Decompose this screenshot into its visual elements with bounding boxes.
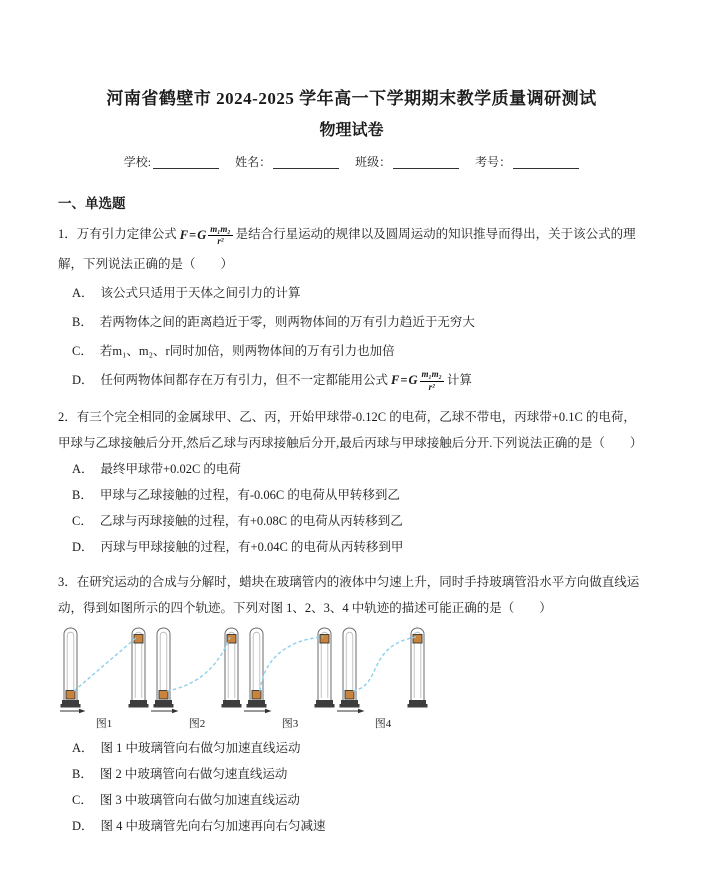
option-text: 乙球与丙球接触的过程，有+0.08C 的电荷从丙转移到乙 (99, 514, 403, 529)
option-text: 若m₁、m₂、r同时加倍，则两物体间的万有引力也加倍 (99, 343, 395, 358)
question-2-option-c (58, 508, 645, 534)
motion-arrow-head (172, 709, 179, 713)
formula-fraction (420, 370, 444, 392)
option-key: A． (72, 462, 94, 477)
formula-numerator: m₁m₂ (208, 225, 232, 236)
question-1-option-b (58, 308, 645, 337)
subfigure-3 (244, 628, 335, 730)
question-2-option-a (58, 456, 645, 482)
formula-lhs: F (179, 227, 189, 242)
formula-coefficient: G (408, 373, 418, 388)
question-3-option-a (58, 735, 645, 761)
motion-arrow-head (358, 709, 365, 713)
option-text: 任何两物体间都存在万有引力，但不一定都能用公式 (100, 372, 389, 387)
question-2-option-d (58, 534, 645, 560)
formula-denominator: r² (428, 381, 435, 392)
option-key: B． (72, 767, 93, 782)
wax-block (252, 691, 261, 700)
info-label-name: 姓名： (235, 155, 272, 169)
gravitation-formula (180, 221, 233, 250)
right-tube-base (223, 700, 240, 704)
option-key: A． (72, 741, 94, 756)
info-field-school (124, 154, 235, 170)
trajectory-curve-concave-up (167, 637, 230, 691)
formula-denominator: r² (217, 236, 224, 247)
wax-block (159, 691, 168, 700)
question-1-option-a (58, 279, 645, 308)
left-glass-tube (250, 628, 263, 700)
question-3-stem-text: 在研究运动的合成与分解时，蜡块在玻璃管内的液体中匀速上升，同时手持玻璃管沿水平方向做直线运动，得到如图所示的四个轨迹。下列对图 1、2、3、4 中轨迹的描述可能正确的是（ ） (58, 575, 640, 616)
left-tube-base (155, 700, 172, 704)
wax-block (413, 635, 422, 644)
option-text: 图 2 中玻璃管向右做匀速直线运动 (99, 767, 288, 782)
trajectory-curve-straight (74, 637, 137, 691)
wax-block (320, 635, 329, 644)
formula-coefficient: G (197, 227, 207, 242)
left-glass-tube (157, 628, 170, 700)
formula-numerator: m₁m₂ (420, 370, 444, 381)
trajectory-curve-concave-down (260, 637, 323, 691)
motion-arrow-head (79, 709, 86, 713)
question-1-number: 1． (58, 227, 77, 241)
wax-block (345, 691, 354, 700)
option-text: 丙球与甲球接触的过程，有+0.04C 的电荷从丙转移到甲 (100, 540, 404, 555)
left-tube-base (247, 704, 267, 708)
option-text: 计算 (446, 372, 472, 387)
question-3-option-c (58, 787, 645, 813)
info-label-class: 班级： (355, 155, 392, 169)
question-1-option-c (58, 337, 645, 366)
question-3 (58, 569, 645, 839)
option-text: 图 4 中玻璃管先向右匀加速再向右匀减速 (100, 819, 326, 834)
school-blank-line (153, 155, 219, 169)
motion-arrow-head (265, 709, 272, 713)
option-key: A． (72, 285, 94, 300)
trajectory-curve-s-shape (353, 637, 416, 691)
formula-equals: = (189, 227, 197, 242)
subfigure-1 (60, 628, 149, 730)
option-text: 甲球与乙球接触的过程，有-0.06C 的电荷从甲转移到乙 (99, 488, 400, 503)
paper-subtitle: 物理试卷 (319, 122, 384, 139)
info-field-name (235, 154, 355, 170)
left-tube-base (61, 704, 81, 708)
left-tube-base (341, 700, 358, 704)
question-1-option-d (58, 366, 645, 396)
question-1-stem (58, 220, 645, 279)
option-text: 图 1 中玻璃管向右做匀加速直线运动 (100, 741, 301, 756)
option-key: B． (72, 314, 93, 329)
formula-equals: = (400, 373, 408, 388)
option-key: D． (72, 819, 94, 834)
info-field-class (355, 154, 475, 170)
formula-lhs: F (391, 373, 400, 388)
question-1-stem-before: 万有引力定律公式 (76, 227, 177, 241)
class-blank-line (393, 155, 459, 169)
question-1-stem-after: 是结合行星运动的规律以及圆周运动的知识推导而得出，关于该公式的理解，下列说法正确的是（ ） (58, 227, 636, 271)
right-tube-base (315, 704, 335, 708)
left-tube-base (248, 700, 265, 704)
option-text: 该公式只适用于天体之间引力的计算 (100, 285, 301, 300)
figure-label: 图3 (281, 718, 299, 731)
section-title: 一、单选题 (58, 196, 126, 211)
question-2-stem (58, 404, 645, 456)
option-key: D． (72, 540, 94, 555)
option-key: C． (72, 343, 93, 358)
student-info-line (58, 154, 645, 170)
gravitation-formula (391, 366, 444, 395)
right-tube-base (129, 704, 149, 708)
right-tube-base (222, 704, 242, 708)
option-text: 最终甲球带+0.02C 的电荷 (100, 462, 241, 477)
figure-label: 图2 (188, 718, 206, 731)
left-tube-base (154, 704, 174, 708)
exam-number-blank-line (513, 155, 579, 169)
option-key: C． (72, 514, 93, 529)
info-label-exam-number: 考号： (475, 155, 512, 169)
option-key: C． (72, 793, 93, 808)
right-tube-base (316, 700, 333, 704)
left-tube-base (340, 704, 360, 708)
left-glass-tube (343, 628, 356, 700)
option-key: B． (72, 488, 93, 503)
question-3-option-d (58, 813, 645, 839)
question-2-stem-text: 有三个完全相同的金属球甲、乙、丙，开始甲球带-0.12C 的电荷，乙球不带电，丙球带+0.1C 的电荷，甲球与乙球接触后分开,然后乙球与丙球接触后分开,最后丙球与甲球接触后分开.下列说法正确的是（ ） (58, 410, 643, 451)
figure-label: 图4 (374, 718, 392, 731)
info-label-school: 学校: (123, 155, 152, 169)
right-tube-base (130, 700, 147, 704)
question-3-number: 3． (58, 575, 77, 590)
question-3-option-b (58, 761, 645, 787)
question-2 (58, 404, 645, 560)
question-1 (58, 220, 645, 395)
option-text: 若两物体之间的距离趋近于零，则两物体间的万有引力趋近于无穷大 (99, 314, 475, 329)
subfigure-4 (337, 628, 428, 730)
info-field-exam-number (475, 154, 579, 170)
left-tube-base (62, 700, 79, 704)
right-tube-base (409, 700, 426, 704)
trajectory-figure (60, 624, 645, 735)
paper-title: 河南省鹤壁市 2024-2025 学年高一下学期期末教学质量调研测试 (106, 89, 597, 108)
trajectory-figure-svg (60, 624, 435, 730)
question-2-option-b (58, 482, 645, 508)
right-tube-base (408, 704, 428, 708)
question-2-number: 2． (58, 410, 77, 425)
wax-block (66, 691, 75, 700)
formula-fraction (208, 225, 232, 247)
subfigure-2 (151, 628, 242, 730)
name-blank-line (273, 155, 339, 169)
question-3-stem (58, 569, 645, 621)
option-text: 图 3 中玻璃管向右做匀加速直线运动 (99, 793, 300, 808)
option-key: D． (72, 372, 94, 387)
figure-label: 图1 (95, 718, 113, 731)
wax-block (227, 635, 236, 644)
